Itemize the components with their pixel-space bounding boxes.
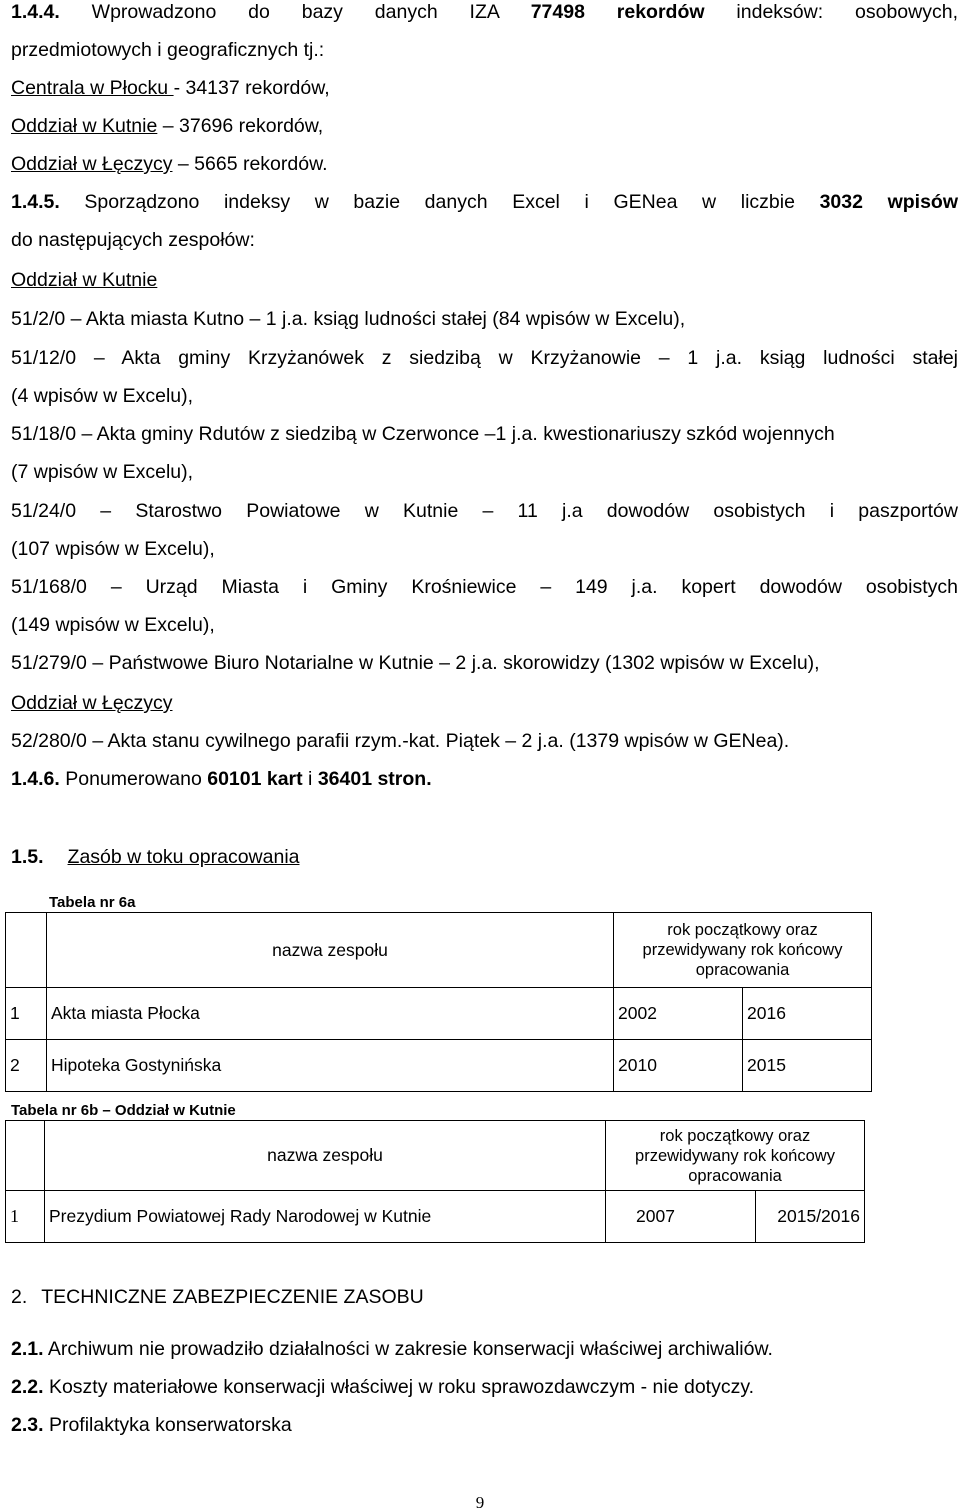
header-years-cell xyxy=(606,1121,865,1191)
unit-name: Oddział w Kutnie xyxy=(11,115,158,137)
paragraph-text: Ponumerowano xyxy=(59,768,208,790)
table-6b xyxy=(5,1120,865,1243)
table-header-row xyxy=(6,913,872,988)
table-row xyxy=(6,1040,872,1092)
section-number: 1.4.6. xyxy=(11,768,60,790)
unit-name: Centrala w Płocku xyxy=(11,77,174,99)
table-6a-caption: Tabela nr 6a xyxy=(49,894,136,911)
record-count-text: – 37696 rekordów, xyxy=(157,115,324,137)
row-end-year: 2015 xyxy=(743,1040,872,1092)
header-years: rok początkowy oraz przewidywany rok końcowy opracowania xyxy=(642,921,843,979)
fonds-entry: 51/18/0 – Akta gminy Rdutów z siedzibą w Czerwonce –1 j.a. kwestionariuszy szkód wojennych xyxy=(11,423,835,445)
page-count: 36401 stron. xyxy=(317,768,432,790)
paragraph-text: Wprowadzono do bazy danych IZA xyxy=(59,1,531,23)
record-count-text: - 34137 rekordów, xyxy=(173,77,330,99)
section-title: Zasób w toku opracowania xyxy=(67,846,300,868)
table-row xyxy=(6,988,872,1040)
section-number: 2. xyxy=(11,1286,28,1308)
table-6a xyxy=(5,912,872,1092)
paragraph-text: Koszty materiałowe konserwacji właściwej w roku sprawozdawczym - nie dotyczy. xyxy=(43,1376,755,1398)
header-years: rok początkowy oraz przewidywany rok końcowy opracowania xyxy=(635,1126,835,1185)
paragraph-text: Profilaktyka konserwatorska xyxy=(43,1414,292,1436)
paragraph-text: indeksów: osobowych, xyxy=(704,1,958,23)
paragraph-text: Sporządzono indeksy w bazie danych Excel i GENea w liczbie xyxy=(59,191,820,213)
section-heading-2 xyxy=(11,1285,958,1309)
header-number-cell xyxy=(6,1121,45,1191)
entry-count: 3032 wpisów xyxy=(819,191,959,213)
row-start-year: 2010 xyxy=(614,1040,743,1092)
paragraph-2-1 xyxy=(11,1337,958,1361)
paragraph-line: przedmiotowych i geograficznych tj.: xyxy=(11,39,325,61)
table-row xyxy=(6,1191,865,1243)
section-heading-1-5 xyxy=(11,845,958,869)
row-end-year: 2016 xyxy=(743,988,872,1040)
section-title: TECHNICZNE ZABEZPIECZENIE ZASOBU xyxy=(41,1286,424,1308)
section-number: 1.5. xyxy=(11,846,44,868)
card-count: 60101 kart xyxy=(207,768,303,790)
paragraph-2-2 xyxy=(11,1375,958,1399)
fonds-entry: 51/168/0 – Urząd Miasta i Gminy Krośniewice – 149 j.a. kopert dowodów osobistych xyxy=(11,576,958,598)
row-fonds-name: Akta miasta Płocka xyxy=(47,988,614,1040)
record-line-kutno xyxy=(11,114,958,138)
record-line-centrala xyxy=(11,76,958,100)
paragraph-line: do następujących zespołów: xyxy=(11,229,255,251)
header-years-cell xyxy=(614,913,872,988)
paragraph-text: i xyxy=(302,768,318,790)
section-number: 1.4.4. xyxy=(11,1,60,23)
row-start-year: 2002 xyxy=(614,988,743,1040)
page-number: 9 xyxy=(475,1493,485,1512)
table-6b-caption: Tabela nr 6b – Oddział w Kutnie xyxy=(11,1102,236,1119)
paragraph-1-4-6 xyxy=(11,767,958,791)
header-name: nazwa zespołu xyxy=(267,1145,383,1165)
paragraph-text: Archiwum nie prowadziło działalności w zakresie konserwacji właściwej archiwaliów. xyxy=(43,1338,773,1360)
fonds-entry-cont: (4 wpisów w Excelu), xyxy=(11,385,194,407)
header-name: nazwa zespołu xyxy=(272,939,388,960)
fonds-entry: 52/280/0 – Akta stanu cywilnego parafii rzym.-kat. Piątek – 2 j.a. (1379 wpisów w GENea). xyxy=(11,730,790,752)
header-name-cell xyxy=(45,1121,606,1191)
fonds-entry: 51/12/0 – Akta gminy Krzyżanówek z siedzibą w Krzyżanowie – 1 j.a. ksiąg ludności stałej xyxy=(11,347,958,369)
paragraph-1-4-4 xyxy=(11,0,958,24)
paragraph-1-4-5 xyxy=(11,190,958,214)
fonds-entry: 51/24/0 – Starostwo Powiatowe w Kutnie – 11 j.a dowodów osobistych i paszportów xyxy=(11,500,958,522)
section-number: 2.3. xyxy=(11,1414,44,1436)
row-number: 1 xyxy=(6,988,47,1040)
unit-name: Oddział w Łęczycy xyxy=(11,153,173,175)
fonds-entry: 51/279/0 – Państwowe Biuro Notarialne w Kutnie – 2 j.a. skorowidzy (1302 wpisów w Excelu), xyxy=(11,652,820,674)
section-number: 1.4.5. xyxy=(11,191,60,213)
row-end-year: 2015/2016 xyxy=(756,1191,865,1243)
row-number: 2 xyxy=(6,1040,47,1092)
fonds-entry: 51/2/0 – Akta miasta Kutno – 1 j.a. ksiąg ludności stałej (84 wpisów w Excelu), xyxy=(11,308,686,330)
record-count: 77498 rekordów xyxy=(530,1,705,23)
row-start-year: 2007 xyxy=(606,1191,756,1243)
paragraph-2-3 xyxy=(11,1413,958,1437)
fonds-entry-cont: (149 wpisów w Excelu), xyxy=(11,614,215,636)
unit-heading-kutno: Oddział w Kutnie xyxy=(11,269,158,291)
fonds-entry-cont: (7 wpisów w Excelu), xyxy=(11,461,194,483)
record-line-leczyca xyxy=(11,152,958,176)
header-number-cell xyxy=(6,913,47,988)
record-count-text: – 5665 rekordów. xyxy=(172,153,328,175)
table-header-row xyxy=(6,1121,865,1191)
unit-heading-leczyca: Oddział w Łęczycy xyxy=(11,692,173,714)
header-name-cell xyxy=(47,913,614,988)
section-number: 2.1. xyxy=(11,1338,44,1360)
row-number: 1 xyxy=(6,1191,45,1243)
section-number: 2.2. xyxy=(11,1376,44,1398)
row-fonds-name: Prezydium Powiatowej Rady Narodowej w Kutnie xyxy=(45,1191,606,1243)
fonds-entry-cont: (107 wpisów w Excelu), xyxy=(11,538,215,560)
row-fonds-name: Hipoteka Gostynińska xyxy=(47,1040,614,1092)
